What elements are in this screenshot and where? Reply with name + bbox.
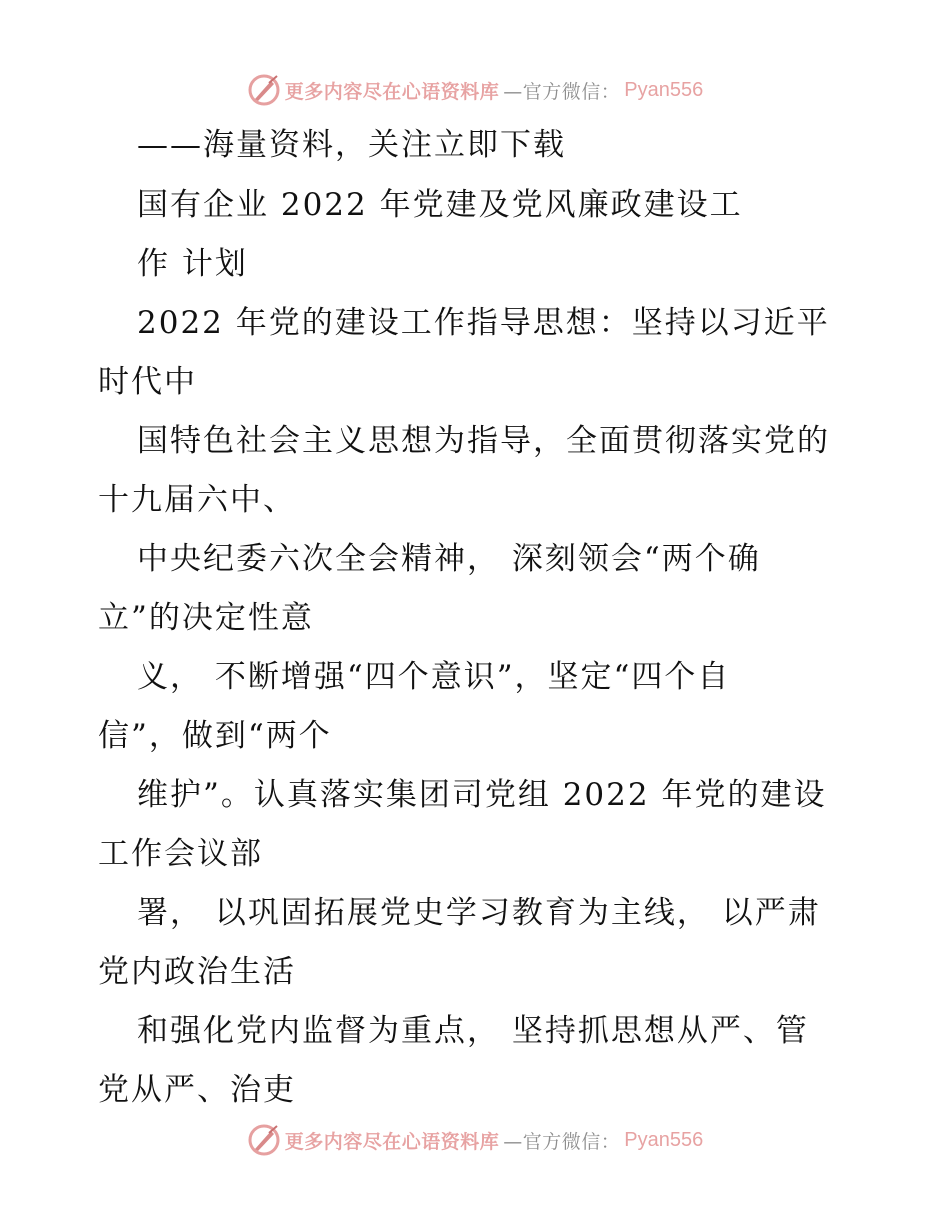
- document-line: 2022 年党的建设工作指导思想：坚持以习近平: [137, 305, 830, 341]
- document-title-line: 国有企业 2022 年党建及党风廉政建设工: [137, 187, 743, 223]
- watermark-brand-text: 更多内容尽在心语资料库: [284, 80, 500, 103]
- watermark-account-id: Pyan556: [624, 78, 704, 101]
- document-line: 维护”。认真落实集团司党组 2022 年党的建设: [137, 777, 827, 813]
- watermark-group: [247, 1123, 704, 1157]
- watermark-official-label: —官方微信：: [503, 1130, 621, 1153]
- document-line: 信”，做到“两个: [98, 718, 332, 754]
- quill-emblem-icon: [247, 73, 281, 107]
- document-line: 义， 不断增强“四个意识”，坚定“四个自: [137, 659, 731, 695]
- document-line: 立”的决定性意: [98, 600, 314, 636]
- document-line: 党从严、治吏: [98, 1072, 296, 1108]
- watermark-account-id: Pyan556: [624, 1128, 704, 1151]
- document-line: 工作会议部: [98, 836, 263, 872]
- footer-watermark: [0, 1120, 950, 1160]
- document-line: 国特色社会主义思想为指导，全面贯彻落实党的: [137, 423, 830, 459]
- document-line: 党内政治生活: [98, 954, 296, 990]
- document-line: 署， 以巩固拓展党史学习教育为主线， 以严肃: [137, 895, 821, 931]
- document-title-line: 作 计划: [137, 246, 248, 282]
- watermark-official-label: —官方微信：: [503, 80, 621, 103]
- document-line: ——海量资料，关注立即下载: [137, 127, 566, 163]
- header-watermark: [0, 70, 950, 110]
- document-line: 十九届六中、: [98, 482, 296, 518]
- watermark-group: [247, 73, 704, 107]
- document-line: 中央纪委六次全会精神， 深刻领会“两个确: [137, 541, 761, 577]
- quill-emblem-icon: [247, 1123, 281, 1157]
- watermark-brand-text: 更多内容尽在心语资料库: [284, 1130, 500, 1153]
- document-line: 时代中: [98, 364, 197, 400]
- document-line: 和强化党内监督为重点， 坚持抓思想从严、管: [137, 1013, 809, 1049]
